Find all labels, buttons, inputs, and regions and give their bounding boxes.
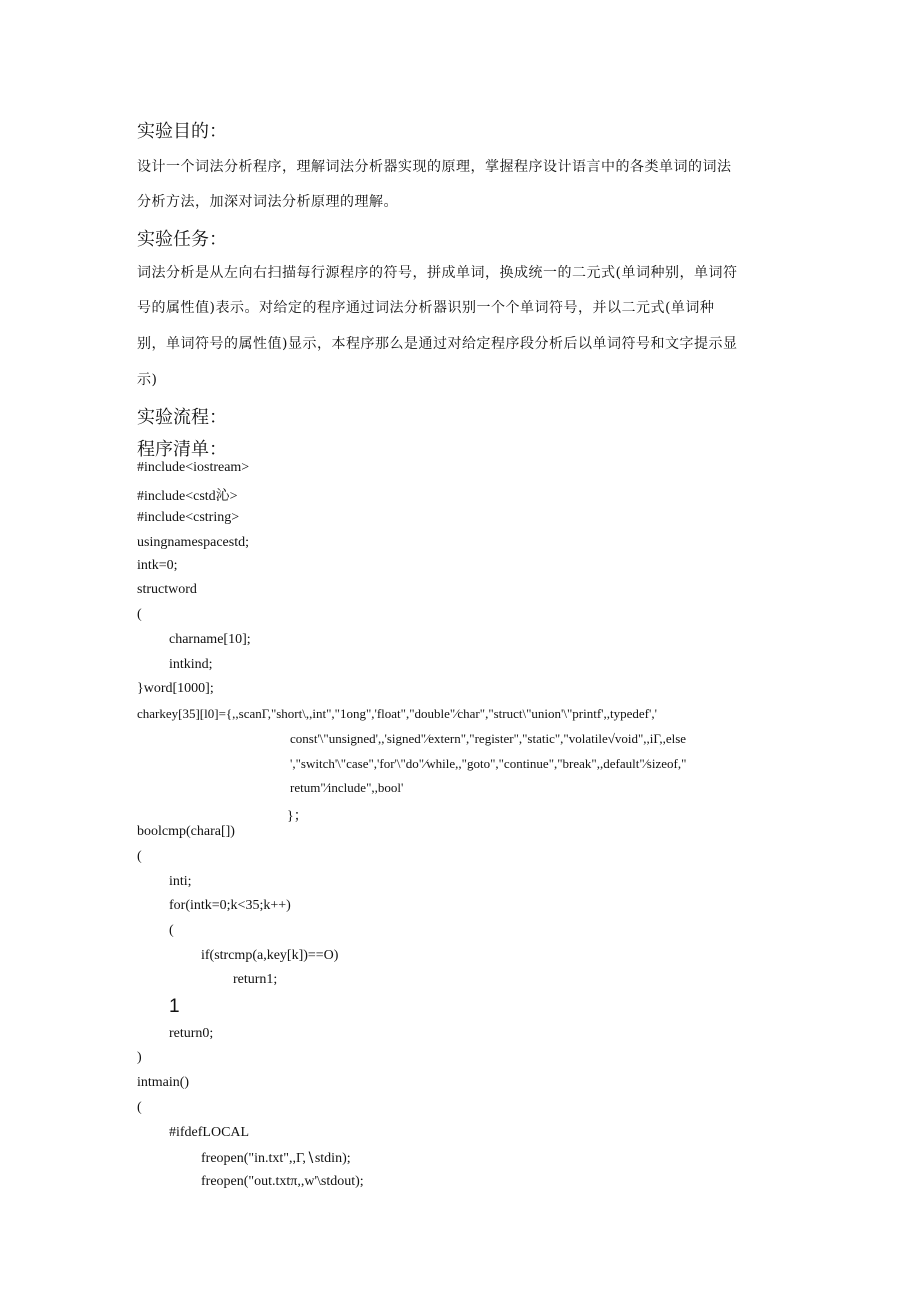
task-line: 别，单词符号的属性值)显示，本程序那么是通过对给定程序段分析后以单词符号和文字提示显: [137, 336, 738, 352]
code-line: (: [137, 849, 142, 864]
code-line: retum"∕include",,bool': [290, 780, 404, 795]
code-line: #include<cstd沁>: [137, 489, 238, 504]
code-line: charkey[35][l0]={,,scanΓ,"short\,,int","1ong",'float","double"∕char","struct\"union'\"printf',,typedef',': [137, 706, 657, 721]
code-line: inti;: [169, 874, 192, 889]
code-line: const'\"unsigned',,'signed"∕extern","register","static","volatile√void",,iΓ,,else: [290, 731, 687, 746]
code-line: ): [137, 1050, 142, 1065]
code-line: return1;: [233, 972, 278, 987]
code-line: return0;: [169, 1026, 214, 1041]
task-heading: 实验任务：: [137, 229, 227, 250]
code-line: (: [137, 1100, 142, 1115]
code-line: ',"switch'\"case",'for'\"do"∕while,,"goto","continue","break",,default"∕sizeof,": [290, 756, 687, 771]
purpose-line: 设计一个词法分析程序，理解词法分析器实现的原理，掌握程序设计语言中的各类单词的词法: [137, 159, 732, 175]
code-line: intk=0;: [137, 558, 178, 573]
flow-heading: 实验流程：: [137, 407, 227, 428]
code-line: intmain(): [137, 1075, 190, 1090]
code-line: #ifdefLOCAL: [169, 1125, 250, 1140]
listing-heading: 程序清单：: [137, 439, 227, 460]
task-line: 示): [137, 372, 158, 388]
code-line: if(strcmp(a,key[k])==O): [201, 948, 339, 963]
code-line: #include<iostream>: [137, 460, 250, 475]
code-line: structword: [137, 582, 197, 597]
code-line: boolcmp(chara[]): [137, 824, 235, 839]
code-line: (: [169, 923, 174, 938]
purpose-heading: 实验目的：: [137, 121, 227, 142]
code-line: (: [137, 607, 142, 622]
task-line: 词法分析是从左向右扫描每行源程序的符号，拼成单词，换成统一的二元式(单词种别，单词符: [137, 265, 738, 281]
code-line: #include<cstring>: [137, 510, 240, 525]
task-line: 号的属性值)表示。对给定的程序通过词法分析器识别一个个单词符号，并以二元式(单词种: [137, 300, 715, 316]
code-line: intkind;: [169, 657, 213, 672]
code-line: 1: [169, 996, 180, 1017]
code-line: freopen("in.txt",,Γ,∖stdin);: [201, 1151, 351, 1166]
code-line: freopen("out.txtπ,,w'\stdout);: [201, 1174, 364, 1189]
code-line: }word[1000];: [137, 681, 214, 696]
code-line: usingnamespacestd;: [137, 535, 249, 550]
code-line: }；: [287, 809, 308, 824]
code-line: for(intk=0;k<35;k++): [169, 898, 291, 913]
code-line: charname[10];: [169, 632, 251, 647]
purpose-line: 分析方法，加深对词法分析原理的理解。: [137, 194, 398, 210]
